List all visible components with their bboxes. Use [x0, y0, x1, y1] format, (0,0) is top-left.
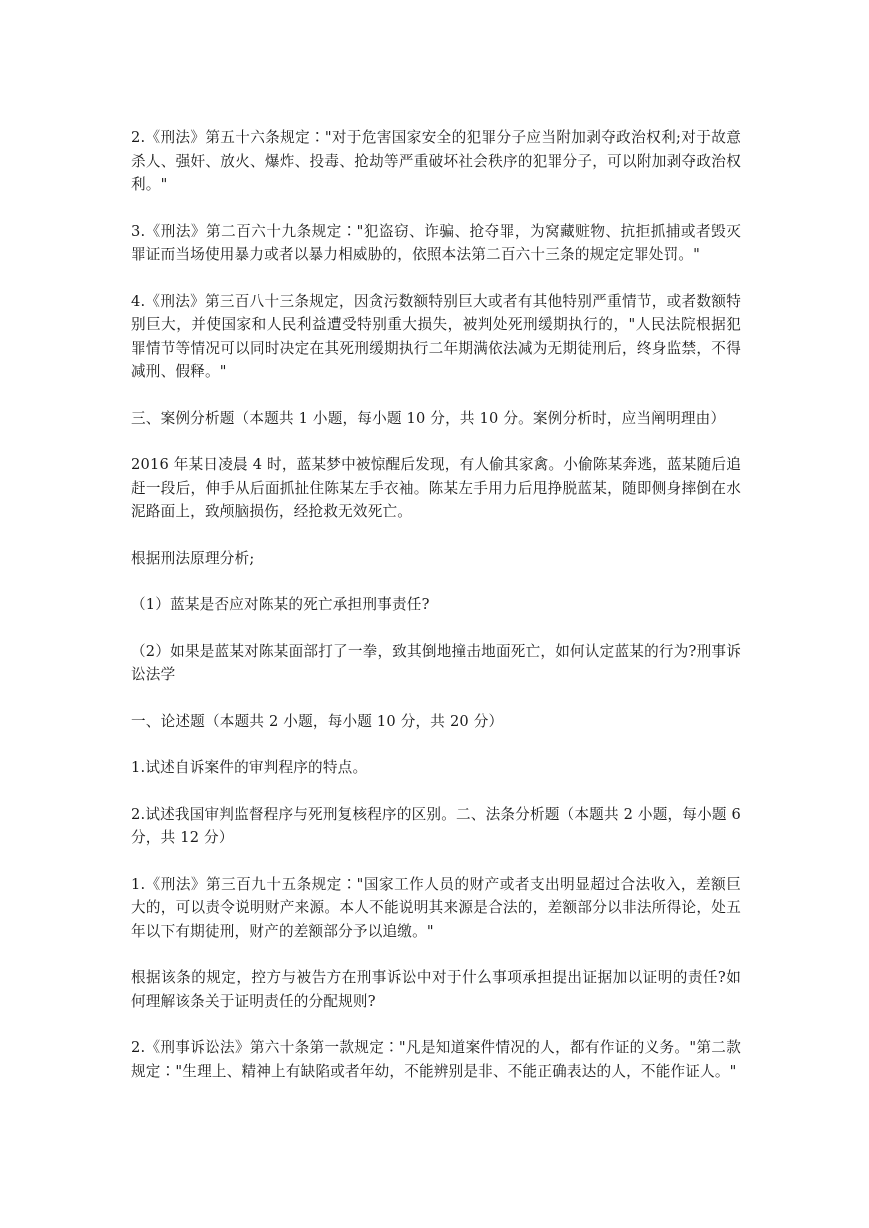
paragraph-law-article-56: 2.《刑法》第五十六条规定∶"对于危害国家安全的犯罪分子应当附加剥夺政治权利;对于故意杀人、强奸、放火、爆炸、投毒、抢劫等严重破坏社会秩序的犯罪分子，可以附加剥夺政治权利。"	[131, 129, 741, 193]
document-body	[131, 126, 741, 1106]
section-heading-case-analysis: 三、案例分析题（本题共 1 小题，每小题 10 分，共 10 分。案例分析时，应当阐明理由）	[131, 409, 726, 427]
question-2: （2）如果是蓝某对陈某面部打了一拳，致其倒地撞击地面死亡，如何认定蓝某的行为?刑事诉讼法学	[131, 642, 741, 683]
paragraph-case-facts: 2016 年某日凌晨 4 时，蓝某梦中被惊醒后发现，有人偷其家禽。小偷陈某奔逃，蓝某随后追赶一段后，伸手从后面抓扯住陈某左手衣袖。陈某左手用力后甩挣脱蓝某，随即侧身摔倒在水泥路面上，致颅脑损伤，经抢救无效死亡。	[131, 456, 741, 520]
paragraph-law-article-395: 1.《刑法》第三百九十五条规定∶"国家工作人员的财产或者支出明显超过合法收入，差额巨大的，可以责令说明财产来源。本人不能说明其来源是合法的，差额部分以非法所得论，处五年以下有期徒刑，财产的差额部分予以追缴。"	[131, 875, 741, 940]
paragraph-law-article-269: 3.《刑法》第二百六十九条规定∶"犯盗窃、诈骗、抢夺罪，为窝藏赃物、抗拒抓捕或者毁灭罪证而当场使用暴力或者以暴力相威胁的，依照本法第二百六十三条的规定定罪处罚。"	[131, 222, 741, 263]
essay-question-1: 1.试述自诉案件的审判程序的特点。	[131, 759, 368, 776]
paragraph-analysis-prompt: 根据刑法原理分析;	[131, 549, 255, 567]
paragraph-burden-of-proof-question: 根据该条的规定，控方与被告方在刑事诉讼中对于什么事项承担提出证据加以证明的责任?如何理解该条关于证明责任的分配规则?	[131, 969, 741, 1010]
question-1: （1）蓝某是否应对陈某的死亡承担刑事责任?	[131, 596, 430, 613]
section-heading-essay: 一、论述题（本题共 2 小题，每小题 10 分，共 20 分）	[131, 712, 504, 730]
essay-question-2: 2.试述我国审判监督程序与死刑复核程序的区别。二、法条分析题（本题共 2 小题，每小题 6 分，共 12 分）	[131, 805, 741, 846]
paragraph-law-article-383: 4.《刑法》第三百八十三条规定，因贪污数额特别巨大或者有其他特别严重情节，或者数额特别巨大，并使国家和人民利益遭受特别重大损失，被判处死刑缓期执行的，"人民法院根据犯罪情节等情况可以同时决定在其死刑缓期执行二年期满依法减为无期徒刑后，终身监禁，不得减刑、假释。"	[131, 292, 741, 380]
paragraph-criminal-procedure-article-60: 2.《刑事诉讼法》第六十条第一款规定∶"凡是知道案件情况的人，都有作证的义务。"第二款规定∶"生理上、精神上有缺陷或者年幼，不能辨别是非、不能正确表达的人，不能作证人。"	[131, 1039, 741, 1080]
